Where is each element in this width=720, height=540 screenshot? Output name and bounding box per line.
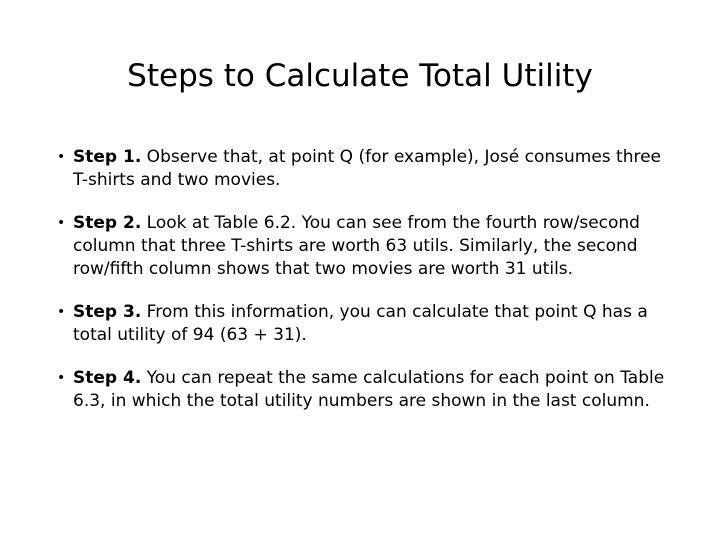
- slide-title: Steps to Calculate Total Utility: [127, 58, 593, 94]
- step-text: You can repeat the same calculations for each point on Table 6.3, in which the total utility numbers are shown in the last column.: [73, 368, 665, 411]
- step-lead: Step 4.: [73, 368, 142, 388]
- bullet-icon: •: [57, 370, 66, 386]
- step-item-2: [57, 212, 667, 281]
- bullet-icon: •: [57, 149, 66, 165]
- bullet-icon: •: [57, 304, 66, 320]
- bullet-icon: •: [57, 215, 66, 231]
- step-lead: Step 3.: [73, 302, 142, 322]
- step-lead: Step 1.: [73, 147, 142, 167]
- steps-list: [57, 146, 667, 433]
- step-lead: Step 2.: [73, 213, 142, 233]
- step-item-3: [57, 301, 667, 347]
- step-text: From this information, you can calculate that point Q has a total utility of 94 (63 + 31).: [73, 302, 648, 345]
- step-item-4: [57, 367, 667, 413]
- step-text: Look at Table 6.2. You can see from the fourth row/second column that three T-shirts are worth 63 utils. Similarly, the second row/fifth column shows that two movies are worth 31 utils.: [73, 213, 640, 279]
- step-item-1: [57, 146, 667, 192]
- step-text: Observe that, at point Q (for example), José consumes three T-shirts and two movies.: [73, 147, 662, 190]
